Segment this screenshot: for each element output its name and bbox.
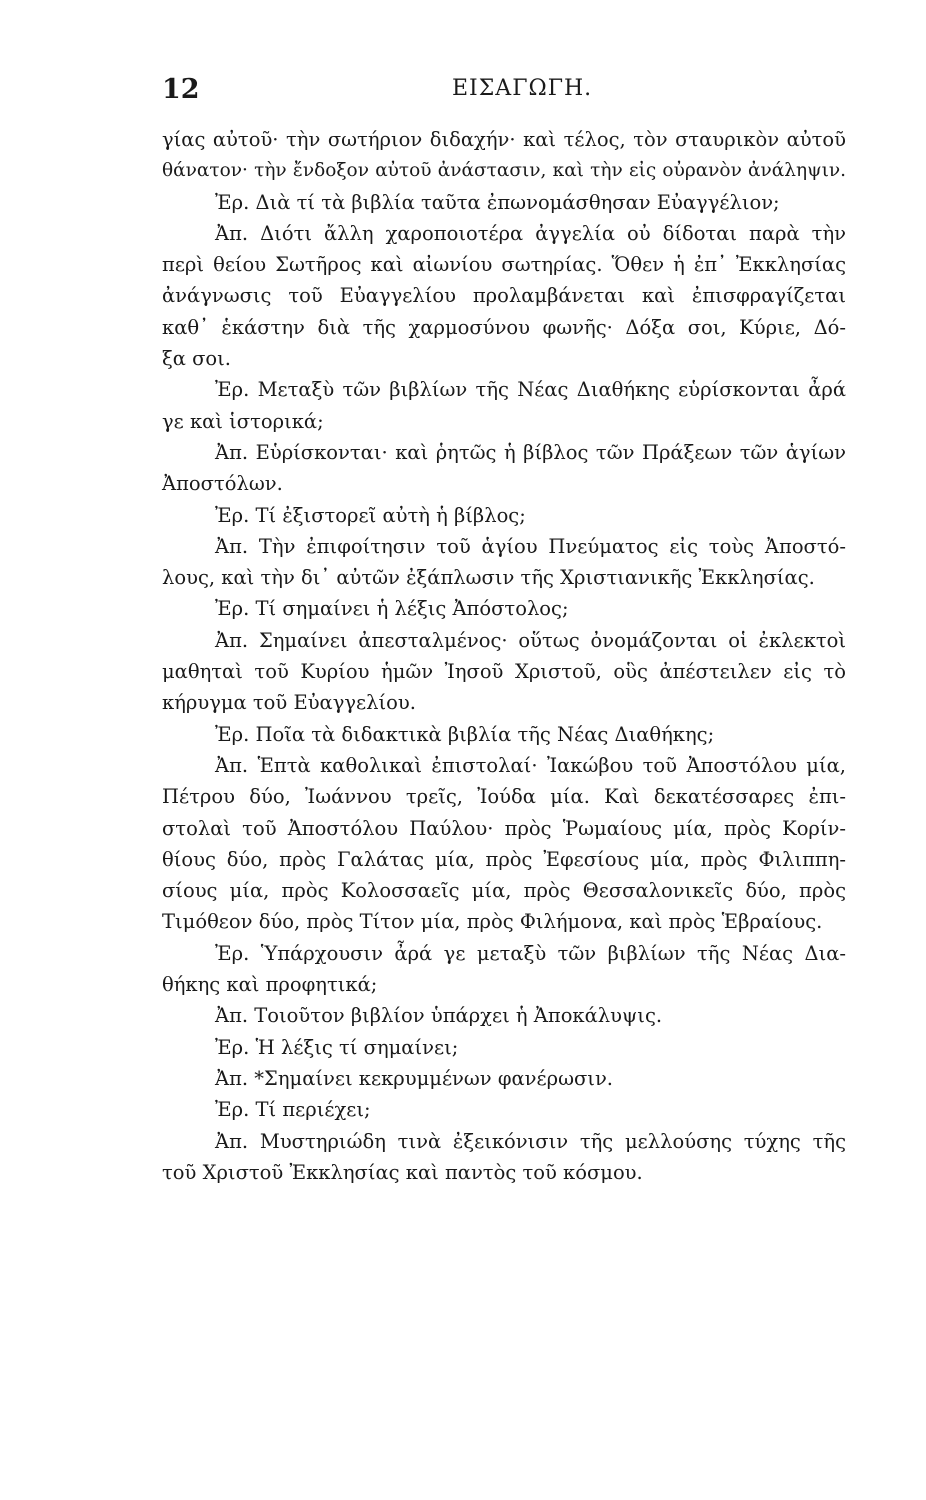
- text-line: θάνατον· τὴν ἔνδοξον αὐτοῦ ἀνάστασιν, καὶ τὴν εἰς οὐρανὸν ἀνάληψιν.: [162, 160, 846, 182]
- text-line: Ἀπ. Τὴν ἐπιφοίτησιν τοῦ ἁγίου Πνεύματος εἰς τοὺς Ἀποστό-: [215, 534, 846, 558]
- text-line: Πέτρου δύο, Ἰωάννου τρεῖς, Ἰούδα μία. Καὶ δεκατέσσαρες ἐπι-: [162, 785, 846, 809]
- page-header: [162, 74, 842, 114]
- text-line: σίους μία, πρὸς Κολοσσαεῖς μία, πρὸς Θεσσαλονικεῖς δύο, πρὸς: [162, 879, 846, 903]
- text-line: Ἐρ. Τί περιέχει;: [215, 1098, 371, 1122]
- page-number: 12: [162, 74, 200, 105]
- text-line: Ἀπ. Σημαίνει ἀπεσταλμένος· οὕτως ὀνομάζονται οἱ ἐκλεκτοὶ: [215, 628, 846, 652]
- text-line: γε καὶ ἱστορικά;: [162, 409, 324, 433]
- text-line: μαθηταὶ τοῦ Κυρίου ἡμῶν Ἰησοῦ Χριστοῦ, οὓς ἀπέστειλεν εἰς τὸ: [162, 660, 846, 684]
- text-line: Ἐρ. Μεταξὺ τῶν βιβλίων τῆς Νέας Διαθήκης εὑρίσκονται ἆρά: [215, 378, 846, 402]
- text-line: θήκης καὶ προφητικά;: [162, 973, 378, 997]
- text-line: στολαὶ τοῦ Ἀποστόλου Παύλου· πρὸς Ῥωμαίους μία, πρὸς Κορίν-: [162, 816, 846, 840]
- text-line: ξα σοι.: [162, 347, 232, 371]
- text-line: Ἐρ. Ὑπάρχουσιν ἆρά γε μεταξὺ τῶν βιβλίων τῆς Νέας Δια-: [215, 941, 846, 965]
- text-line: Ἀπ. Ἑπτὰ καθολικαὶ ἐπιστολαί· Ἰακώβου τοῦ Ἀποστόλου μία,: [215, 753, 846, 777]
- text-line: λους, καὶ τὴν δι᾽ αὐτῶν ἐξάπλωσιν τῆς Χριστιανικῆς Ἐκκλησίας.: [162, 566, 815, 590]
- text-line: τοῦ Χριστοῦ Ἐκκλησίας καὶ παντὸς τοῦ κόσμου.: [162, 1160, 643, 1184]
- text-line: Ἀπ. *Σημαίνει κεκρυμμένων φανέρωσιν.: [215, 1066, 614, 1090]
- text-line: ἀνάγνωσις τοῦ Εὐαγγελίου προλαμβάνεται καὶ ἐπισφραγίζεται: [162, 284, 846, 308]
- text-line: Ἐρ. Ἡ λέξις τί σημαίνει;: [215, 1035, 459, 1059]
- text-line: Ἐρ. Τί ἐξιστορεῖ αὐτὴ ἡ βίβλος;: [215, 503, 526, 527]
- text-line: Ἀπ. Μυστηριώδη τινὰ ἐξεικόνισιν τῆς μελλούσης τύχης τῆς: [215, 1129, 846, 1153]
- text-line: Ἀπ. Τοιοῦτον βιβλίον ὑπάρχει ἡ Ἀποκάλυψις.: [215, 1004, 663, 1028]
- text-line: καθ᾽ ἑκάστην διὰ τῆς χαρμοσύνου φωνῆς· Δόξα σοι, Κύριε, Δό-: [162, 315, 846, 339]
- body-text: [162, 124, 846, 1188]
- text-line: κήρυγμα τοῦ Εὐαγγελίου.: [162, 691, 416, 715]
- text-line: Ἐρ. Τί σημαίνει ἡ λέξις Ἀπόστολος;: [215, 597, 569, 621]
- text-line: Ἐρ. Διὰ τί τὰ βιβλία ταῦτα ἐπωνομάσθησαν Εὐαγγέλιον;: [215, 190, 780, 214]
- running-title: ΕΙΣΑΓΩΓΗ.: [452, 76, 593, 101]
- text-line: Ἐρ. Ποῖα τὰ διδακτικὰ βιβλία τῆς Νέας Διαθήκης;: [215, 722, 715, 746]
- text-line: Τιμόθεον δύο, πρὸς Τίτον μία, πρὸς Φιλήμονα, καὶ πρὸς Ἑβραίους.: [162, 910, 823, 934]
- text-line: Ἀπ. Διότι ἄλλη χαροποιοτέρα ἀγγελία οὐ δίδοται παρὰ τὴν: [215, 221, 846, 245]
- text-line: θίους δύο, πρὸς Γαλάτας μία, πρὸς Ἐφεσίους μία, πρὸς Φιλιππη-: [162, 847, 846, 871]
- text-line: γίας αὐτοῦ· τὴν σωτήριον διδαχήν· καὶ τέλος, τὸν σταυρικὸν αὐτοῦ: [162, 128, 846, 151]
- text-line: Ἀποστόλων.: [162, 472, 283, 496]
- text-line: περὶ θείου Σωτῆρος καὶ αἰωνίου σωτηρίας. Ὅθεν ἡ ἐπ᾽ Ἐκκλησίας: [162, 253, 846, 277]
- text-line: Ἀπ. Εὑρίσκονται· καὶ ῥητῶς ἡ βίβλος τῶν Πράξεων τῶν ἁγίων: [215, 440, 846, 464]
